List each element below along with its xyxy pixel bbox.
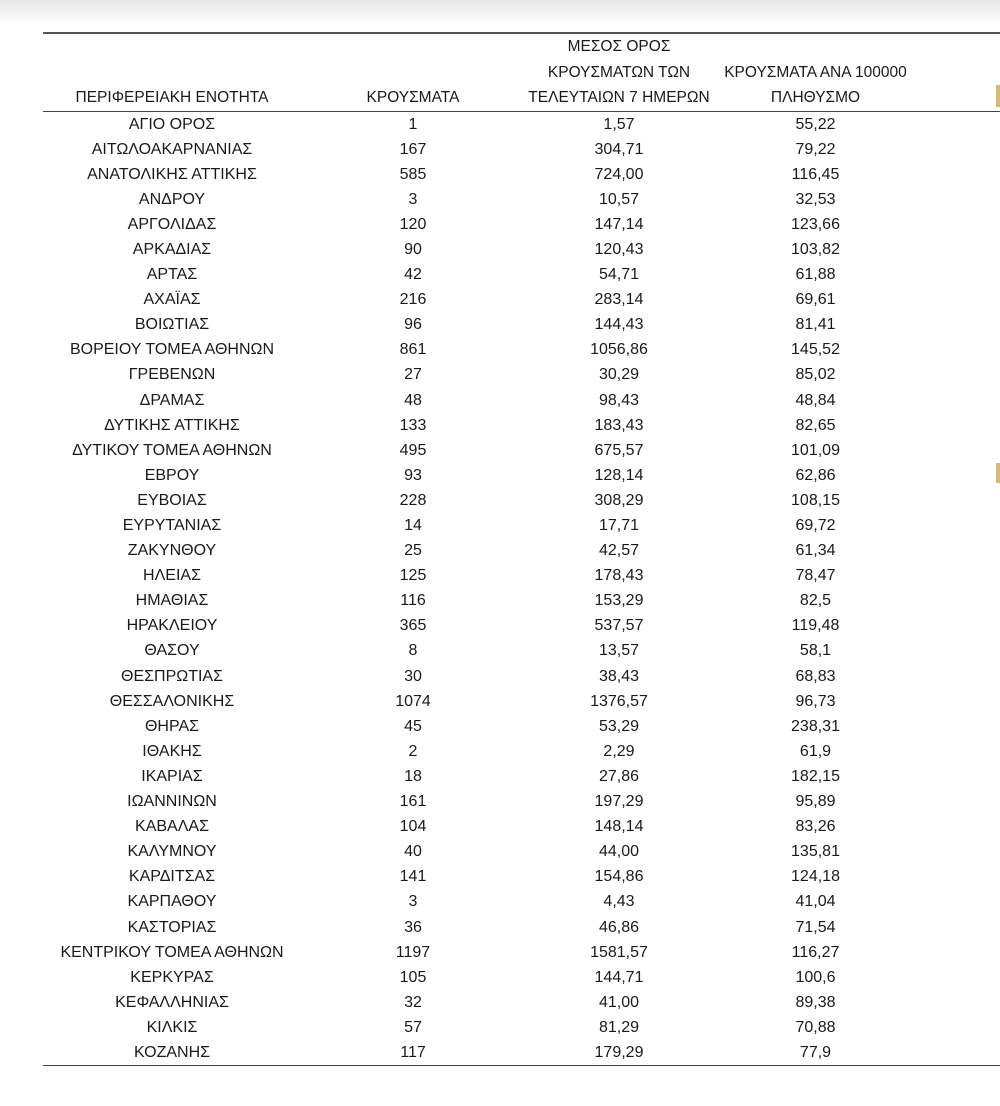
cell-cases: 2 bbox=[408, 742, 418, 760]
cell-region: ΒΟΙΩΤΙΑΣ bbox=[134, 316, 210, 334]
cell-region: ΘΑΣΟΥ bbox=[144, 642, 200, 660]
cell-cases: 116 bbox=[400, 592, 426, 610]
cell-cases: 133 bbox=[399, 416, 427, 434]
cell-avg7: 1581,57 bbox=[590, 943, 648, 961]
cell-region: ΙΚΑΡΙΑΣ bbox=[141, 767, 203, 785]
cell-region: ΗΜΑΘΙΑΣ bbox=[135, 592, 209, 610]
cell-region: ΑΝΑΤΟΛΙΚΗΣ ΑΤΤΙΚΗΣ bbox=[87, 165, 257, 183]
cell-avg7: 44,00 bbox=[598, 843, 640, 861]
cell-per100k: 101,09 bbox=[791, 441, 840, 459]
cell-extra bbox=[918, 588, 1000, 613]
cell-cases: 3 bbox=[408, 190, 418, 208]
cell-per100k: 58,1 bbox=[799, 642, 832, 660]
cell-per100k: 95,89 bbox=[795, 793, 836, 811]
cell-region: ΚΑΣΤΟΡΙΑΣ bbox=[127, 918, 217, 936]
cell-cases: 57 bbox=[404, 1018, 422, 1036]
cell-avg7: 537,57 bbox=[594, 617, 644, 635]
cell-cases: 585 bbox=[399, 165, 427, 183]
cell-avg7: 53,29 bbox=[598, 717, 640, 735]
cell-extra bbox=[918, 337, 1000, 362]
table-row bbox=[43, 764, 1000, 789]
cell-cases: 3 bbox=[408, 893, 418, 911]
cell-extra bbox=[918, 187, 1000, 212]
cell-per100k: 238,31 bbox=[791, 717, 840, 735]
cell-extra bbox=[918, 889, 1000, 914]
cell-cases: 861 bbox=[399, 341, 427, 359]
cell-extra bbox=[918, 137, 1000, 162]
cell-extra bbox=[918, 990, 1000, 1015]
table-row bbox=[43, 262, 1000, 287]
cell-per100k: 71,54 bbox=[795, 918, 836, 936]
cell-per100k: 70,88 bbox=[795, 1018, 836, 1036]
cell-extra bbox=[918, 287, 1000, 312]
cell-per100k: 85,02 bbox=[795, 366, 836, 384]
cell-per100k: 61,34 bbox=[795, 542, 836, 560]
cell-per100k: 68,83 bbox=[795, 667, 836, 685]
table-row bbox=[43, 664, 1000, 689]
table-row bbox=[43, 488, 1000, 513]
table-row bbox=[43, 287, 1000, 312]
cell-avg7: 30,29 bbox=[598, 366, 640, 384]
cell-per100k: 79,22 bbox=[795, 140, 836, 158]
table-row bbox=[43, 212, 1000, 237]
cell-per100k: 100,6 bbox=[795, 968, 836, 986]
table-row bbox=[43, 187, 1000, 212]
cell-region: ΚΕΝΤΡΙΚΟΥ ΤΟΜΕΑ ΑΘΗΝΩΝ bbox=[60, 943, 284, 961]
cell-avg7: 81,29 bbox=[598, 1018, 640, 1036]
cell-per100k: 108,15 bbox=[791, 491, 840, 509]
cell-avg7: 308,29 bbox=[594, 491, 644, 509]
table-row bbox=[43, 137, 1000, 162]
cell-region: ΘΕΣΠΡΩΤΙΑΣ bbox=[121, 667, 223, 685]
cell-cases: 36 bbox=[404, 918, 422, 936]
cell-cases: 30 bbox=[404, 667, 422, 685]
cell-avg7: 41,00 bbox=[598, 993, 640, 1011]
cell-cases: 1074 bbox=[395, 692, 431, 710]
cell-extra bbox=[918, 111, 1000, 137]
table-row bbox=[43, 388, 1000, 413]
cell-avg7: 54,71 bbox=[598, 266, 640, 284]
cell-cases: 8 bbox=[408, 642, 418, 660]
cell-region: ΔΥΤΙΚΗΣ ΑΤΤΙΚΗΣ bbox=[104, 416, 240, 434]
table-row bbox=[43, 839, 1000, 864]
cell-extra bbox=[918, 488, 1000, 513]
cell-region: ΕΥΒΟΙΑΣ bbox=[137, 491, 207, 509]
cell-avg7: 13,57 bbox=[598, 642, 640, 660]
cell-cases: 90 bbox=[404, 240, 422, 258]
cell-region: ΑΡΤΑΣ bbox=[146, 266, 198, 284]
cell-per100k: 96,73 bbox=[795, 692, 836, 710]
table-row bbox=[43, 814, 1000, 839]
cell-cases: 141 bbox=[399, 868, 427, 886]
cell-per100k: 41,04 bbox=[795, 893, 836, 911]
cell-per100k: 135,81 bbox=[791, 843, 840, 861]
cell-avg7: 1376,57 bbox=[590, 692, 648, 710]
cell-avg7: 10,57 bbox=[598, 190, 640, 208]
cell-extra bbox=[918, 312, 1000, 337]
cell-cases: 1197 bbox=[395, 943, 431, 961]
cell-extra bbox=[918, 814, 1000, 839]
cell-region: ΑΡΓΟΛΙΔΑΣ bbox=[127, 215, 217, 233]
cell-extra bbox=[918, 613, 1000, 638]
table-header bbox=[43, 33, 1000, 111]
cell-avg7: 120,43 bbox=[594, 240, 644, 258]
table-row bbox=[43, 513, 1000, 538]
cell-region: ΚΙΛΚΙΣ bbox=[146, 1018, 198, 1036]
cell-avg7: 724,00 bbox=[594, 165, 644, 183]
cell-extra bbox=[918, 638, 1000, 663]
cell-region: ΚΟΖΑΝΗΣ bbox=[43, 1040, 301, 1066]
table-row bbox=[43, 111, 1000, 137]
cases-table bbox=[43, 32, 1000, 1066]
cell-per100k: 61,88 bbox=[795, 266, 836, 284]
header-region: ΠΕΡΙΦΕΡΕΙΑΚΗ ΕΝΟΤΗΤΑ bbox=[43, 33, 301, 111]
cell-extra bbox=[918, 262, 1000, 287]
cell-region: ΓΡΕΒΕΝΩΝ bbox=[128, 366, 216, 384]
table-row bbox=[43, 789, 1000, 814]
cell-avg7: 128,14 bbox=[594, 466, 644, 484]
cell-per100k: 55,22 bbox=[795, 115, 836, 133]
cell-extra bbox=[918, 714, 1000, 739]
cell-avg7: 98,43 bbox=[598, 391, 640, 409]
cell-cases: 365 bbox=[399, 617, 427, 635]
cell-avg7: 17,71 bbox=[598, 517, 640, 534]
cell-per100k: 61,9 bbox=[799, 742, 832, 760]
cell-avg7: 38,43 bbox=[598, 667, 640, 685]
cell-extra bbox=[918, 438, 1000, 463]
cell-extra bbox=[918, 915, 1000, 940]
header-avg7: ΜΕΣΟΣ ΟΡΟΣ ΚΡΟΥΣΜΑΤΩΝ ΤΩΝ ΤΕΛΕΥΤΑΙΩΝ 7 ΗΜΕΡΩΝ bbox=[525, 33, 713, 111]
cell-extra bbox=[918, 162, 1000, 187]
cell-avg7: 197,29 bbox=[594, 793, 644, 811]
cell-avg7: 4,43 bbox=[603, 893, 635, 911]
cell-cases: 14 bbox=[404, 517, 422, 534]
cell-avg7: 675,57 bbox=[594, 441, 644, 459]
cell-region: ΔΥΤΙΚΟΥ ΤΟΜΕΑ ΑΘΗΝΩΝ bbox=[72, 441, 272, 459]
cell-per100k: 78,47 bbox=[795, 567, 836, 585]
cell-cases: 93 bbox=[404, 466, 422, 484]
table-row bbox=[43, 312, 1000, 337]
cell-extra bbox=[918, 689, 1000, 714]
edge-accent-mark bbox=[996, 85, 1000, 107]
cell-extra bbox=[918, 789, 1000, 814]
cell-cases: 120 bbox=[399, 215, 427, 233]
cell-avg7: 2,29 bbox=[603, 742, 635, 760]
cell-region: ΒΟΡΕΙΟΥ ΤΟΜΕΑ ΑΘΗΝΩΝ bbox=[69, 341, 275, 359]
cell-avg7: 183,43 bbox=[594, 416, 644, 434]
cell-extra bbox=[918, 965, 1000, 990]
cell-region: ΚΑΡΔΙΤΣΑΣ bbox=[128, 868, 216, 886]
table-row bbox=[43, 990, 1000, 1015]
cell-cases: 117 bbox=[301, 1040, 525, 1066]
cell-per100k: 32,53 bbox=[795, 190, 836, 208]
table-body bbox=[43, 111, 1000, 1066]
cell-avg7: 144,43 bbox=[594, 316, 644, 334]
cell-per100k: 48,84 bbox=[795, 391, 836, 409]
table-row bbox=[43, 237, 1000, 262]
cell-per100k: 124,18 bbox=[791, 868, 840, 886]
cell-avg7: 179,29 bbox=[525, 1040, 713, 1066]
table-row bbox=[43, 965, 1000, 990]
cell-avg7: 283,14 bbox=[594, 291, 644, 309]
cell-cases: 228 bbox=[399, 491, 427, 509]
cell-region: ΖΑΚΥΝΘΟΥ bbox=[127, 542, 217, 560]
cell-cases: 125 bbox=[399, 567, 427, 585]
cell-per100k: 69,61 bbox=[795, 291, 836, 309]
cell-extra bbox=[918, 212, 1000, 237]
table-row bbox=[43, 1015, 1000, 1040]
cell-cases: 161 bbox=[399, 793, 427, 811]
cell-cases: 18 bbox=[404, 767, 422, 785]
table-row bbox=[43, 1040, 1000, 1066]
cell-cases: 1 bbox=[408, 115, 418, 133]
cell-extra bbox=[918, 362, 1000, 387]
table-row bbox=[43, 588, 1000, 613]
cell-extra bbox=[918, 940, 1000, 965]
edge-accent-mark bbox=[996, 463, 1000, 483]
cell-avg7: 153,29 bbox=[594, 592, 644, 610]
table-row bbox=[43, 438, 1000, 463]
table-row bbox=[43, 413, 1000, 438]
cell-region: ΚΑΒΑΛΑΣ bbox=[135, 818, 209, 836]
cell-avg7: 144,71 bbox=[594, 968, 644, 986]
cell-per100k: 103,82 bbox=[791, 240, 840, 258]
cell-per100k: 116,27 bbox=[791, 943, 840, 961]
cell-cases: 25 bbox=[404, 542, 422, 560]
cell-per100k: 116,45 bbox=[791, 165, 840, 183]
cell-avg7: 42,57 bbox=[598, 542, 640, 560]
cell-per100k: 145,52 bbox=[791, 341, 840, 359]
table-row bbox=[43, 915, 1000, 940]
cell-cases: 40 bbox=[404, 843, 422, 861]
cell-avg7: 1056,86 bbox=[590, 341, 648, 359]
cell-extra bbox=[918, 563, 1000, 588]
cell-region: ΗΡΑΚΛΕΙΟΥ bbox=[126, 617, 218, 635]
table-row bbox=[43, 689, 1000, 714]
table-row bbox=[43, 563, 1000, 588]
cell-cases: 105 bbox=[399, 968, 427, 986]
cell-extra bbox=[918, 1015, 1000, 1040]
cell-avg7: 304,71 bbox=[594, 140, 644, 158]
table-row bbox=[43, 162, 1000, 187]
cell-region: ΕΒΡΟΥ bbox=[144, 466, 200, 484]
cell-per100k: 82,5 bbox=[799, 592, 832, 610]
cell-extra bbox=[918, 839, 1000, 864]
table-row bbox=[43, 613, 1000, 638]
cell-region: ΕΥΡΥΤΑΝΙΑΣ bbox=[122, 517, 222, 534]
cell-extra bbox=[918, 664, 1000, 689]
cell-per100k: 62,86 bbox=[795, 466, 836, 484]
cell-extra bbox=[918, 388, 1000, 413]
cell-extra bbox=[918, 1040, 1000, 1066]
cell-region: ΚΑΡΠΑΘΟΥ bbox=[127, 893, 217, 911]
cell-per100k: 69,72 bbox=[795, 517, 836, 534]
cell-region: ΚΕΡΚΥΡΑΣ bbox=[130, 968, 214, 986]
cell-region: ΗΛΕΙΑΣ bbox=[143, 567, 201, 585]
cell-region: ΔΡΑΜΑΣ bbox=[139, 391, 205, 409]
cell-extra bbox=[918, 413, 1000, 438]
table-row bbox=[43, 714, 1000, 739]
cell-avg7: 46,86 bbox=[598, 918, 640, 936]
cell-extra bbox=[918, 739, 1000, 764]
cell-region: ΑΝΔΡΟΥ bbox=[138, 190, 206, 208]
cell-per100k: 123,66 bbox=[791, 215, 840, 233]
cell-region: ΘΗΡΑΣ bbox=[144, 717, 200, 735]
table-row bbox=[43, 463, 1000, 488]
cell-per100k: 77,9 bbox=[713, 1040, 918, 1066]
cell-per100k: 81,41 bbox=[795, 316, 836, 334]
header-per100k: ΚΡΟΥΣΜΑΤΑ ΑΝΑ 100000 ΠΛΗΘΥΣΜΟ bbox=[713, 33, 918, 111]
cell-region: ΙΘΑΚΗΣ bbox=[142, 742, 202, 760]
cell-region: ΑΙΤΩΛΟΑΚΑΡΝΑΝΙΑΣ bbox=[91, 140, 253, 158]
cell-avg7: 178,43 bbox=[594, 567, 644, 585]
table-row bbox=[43, 538, 1000, 563]
cell-cases: 495 bbox=[399, 441, 427, 459]
cell-region: ΚΑΛΥΜΝΟΥ bbox=[127, 843, 217, 861]
cell-cases: 32 bbox=[404, 993, 422, 1011]
cell-per100k: 182,15 bbox=[791, 767, 840, 785]
cell-cases: 42 bbox=[404, 266, 422, 284]
cell-region: ΑΡΚΑΔΙΑΣ bbox=[132, 240, 212, 258]
cell-region: ΙΩΑΝΝΙΝΩΝ bbox=[127, 793, 217, 811]
cell-avg7: 1,57 bbox=[603, 115, 635, 133]
cell-per100k: 89,38 bbox=[795, 993, 836, 1011]
cell-cases: 48 bbox=[404, 391, 422, 409]
table-row bbox=[43, 638, 1000, 663]
cell-region: ΚΕΦΑΛΛΗΝΙΑΣ bbox=[115, 993, 229, 1011]
table-row bbox=[43, 739, 1000, 764]
header-extra bbox=[918, 33, 1000, 111]
cell-extra bbox=[918, 463, 1000, 488]
cell-cases: 167 bbox=[399, 140, 427, 158]
cell-cases: 45 bbox=[404, 717, 422, 735]
cell-extra bbox=[918, 538, 1000, 563]
cell-region: ΑΧΑΪΑΣ bbox=[143, 291, 201, 309]
cell-region: ΘΕΣΣΑΛΟΝΙΚΗΣ bbox=[109, 692, 235, 710]
cell-avg7: 148,14 bbox=[594, 818, 644, 836]
cell-per100k: 119,48 bbox=[791, 617, 840, 635]
cell-cases: 27 bbox=[404, 366, 422, 384]
cell-avg7: 154,86 bbox=[594, 868, 644, 886]
cell-avg7: 147,14 bbox=[594, 215, 644, 233]
table-row bbox=[43, 940, 1000, 965]
header-cases: ΚΡΟΥΣΜΑΤΑ bbox=[301, 33, 525, 111]
cell-per100k: 82,65 bbox=[795, 416, 836, 434]
cell-per100k: 83,26 bbox=[795, 818, 836, 836]
cell-extra bbox=[918, 237, 1000, 262]
cell-cases: 216 bbox=[399, 291, 427, 309]
cell-region: ΑΓΙΟ ΟΡΟΣ bbox=[128, 115, 216, 133]
cell-extra bbox=[918, 764, 1000, 789]
cell-extra bbox=[918, 864, 1000, 889]
cell-cases: 104 bbox=[399, 818, 427, 836]
table-row bbox=[43, 889, 1000, 914]
cell-cases: 96 bbox=[404, 316, 422, 334]
cell-avg7: 27,86 bbox=[598, 767, 640, 785]
table-row bbox=[43, 362, 1000, 387]
table-row bbox=[43, 864, 1000, 889]
cell-extra bbox=[918, 513, 1000, 538]
table-row bbox=[43, 337, 1000, 362]
